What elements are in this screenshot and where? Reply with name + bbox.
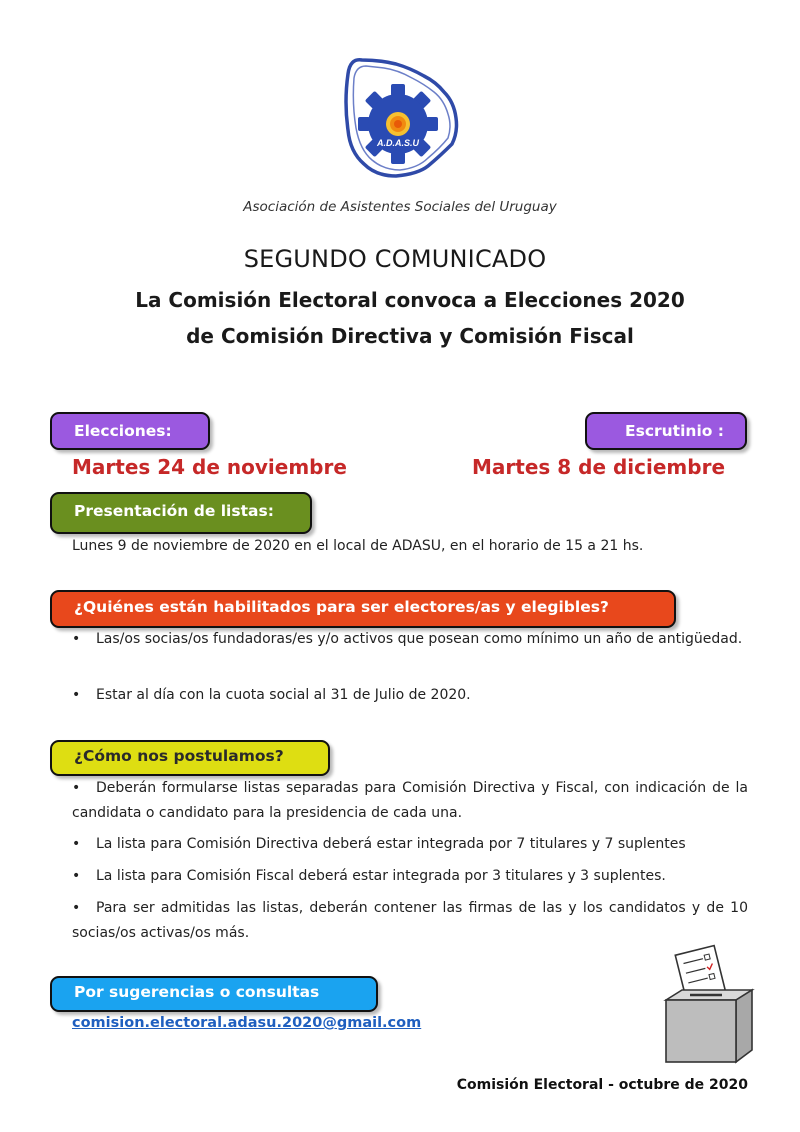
headline-line-1: La Comisión Electoral convoca a Elecciones 2020 [135, 288, 685, 312]
postulamos-label: ¿Cómo nos postulamos? [50, 740, 330, 776]
signature: Comisión Electoral - octubre de 2020 [456, 1077, 748, 1093]
organization-name: Asociación de Asistentes Sociales del Uruguay [243, 199, 557, 215]
presentacion-label: Presentación de listas: [50, 492, 312, 534]
postulamos-item-2: • La lista para Comisión Directiva deberá estar integrada por 7 titulares y 7 suplentes [72, 832, 748, 857]
postulamos-item-1: • Deberán formularse listas separadas para Comisión Directiva y Fiscal, con indicación de la candidata o candidato para la presidencia de cada una. [72, 776, 748, 826]
bullet-icon: • [72, 780, 81, 796]
habilitados-label: ¿Quiénes están habilitados para ser electores/as y elegibles? [50, 590, 676, 628]
bullet-icon: • [72, 687, 81, 703]
escrutinio-label: Escrutinio : [585, 412, 747, 450]
bullet-icon: • [72, 868, 81, 884]
headline-line-2: de Comisión Directiva y Comisión Fiscal [186, 324, 634, 348]
escrutinio-date: Martes 8 de diciembre [472, 455, 726, 479]
consultas-label: Por sugerencias o consultas [50, 976, 378, 1012]
habilitados-item-2: • Estar al día con la cuota social al 31 de Julio de 2020. [72, 683, 748, 708]
elecciones-date: Martes 24 de noviembre [72, 455, 347, 479]
logo-text: A.D.A.S.U [376, 138, 420, 148]
postulamos-item-4: • Para ser admitidas las listas, deberán contener las firmas de las y los candidatos y de 10 socias/os activas/os más. [72, 896, 748, 946]
adasu-logo [340, 52, 460, 182]
postulamos-item-3: • La lista para Comisión Fiscal deberá estar integrada por 3 titulares y 3 suplentes. [72, 864, 748, 889]
habilitados-item-1: • Las/os socias/os fundadoras/es y/o activos que posean como mínimo un año de antigüedad. [72, 627, 748, 652]
bullet-icon: • [72, 900, 81, 916]
bullet-icon: • [72, 836, 81, 852]
contact-email-link[interactable]: comision.electoral.adasu.2020@gmail.com [72, 1015, 422, 1031]
ballot-box-icon [660, 940, 760, 1070]
presentacion-text: Lunes 9 de noviembre de 2020 en el local de ADASU, en el horario de 15 a 21 hs. [72, 538, 644, 554]
elecciones-label: Elecciones: [50, 412, 210, 450]
document-title: SEGUNDO COMUNICADO [243, 245, 547, 273]
bullet-icon: • [72, 631, 81, 647]
